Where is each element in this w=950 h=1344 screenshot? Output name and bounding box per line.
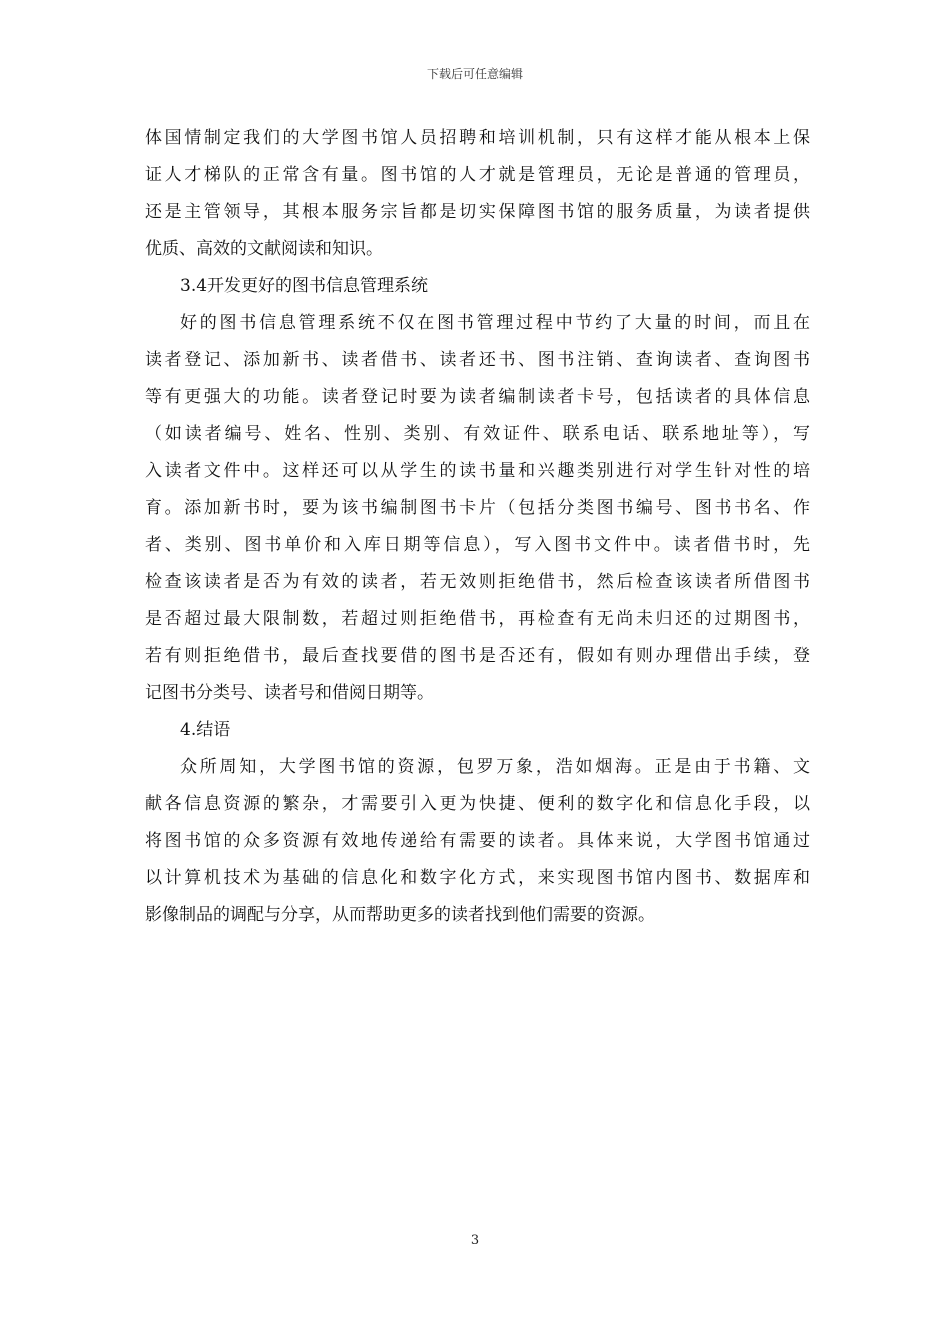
text-line: 还是主管领导，其根本服务宗旨都是切实保障图书馆的服务质量，为读者提供 bbox=[145, 202, 810, 222]
page-body bbox=[145, 120, 810, 934]
body-paragraph bbox=[145, 749, 810, 934]
text-line: 者、类别、图书单价和入库日期等信息），写入图书文件中。读者借书时，先 bbox=[145, 535, 810, 555]
text-line: 以计算机技术为基础的信息化和数字化方式，来实现图书馆内图书、数据库和 bbox=[145, 868, 810, 888]
text-line: 众所周知，大学图书馆的资源，包罗万象，浩如烟海。正是由于书籍、文 bbox=[180, 757, 810, 777]
text-line: 等有更强大的功能。读者登记时要为读者编制读者卡号，包括读者的具体信息 bbox=[145, 387, 810, 407]
text-line: 记图书分类号、读者号和借阅日期等。 bbox=[145, 683, 434, 703]
text-line: 体国情制定我们的大学图书馆人员招聘和培训机制，只有这样才能从根本上保 bbox=[145, 128, 810, 148]
page-header: 下载后可任意编辑 bbox=[426, 67, 523, 81]
section-heading: 4.结语 bbox=[180, 720, 231, 740]
text-line: 献各信息资源的繁杂，才需要引入更为快捷、便利的数字化和信息化手段，以 bbox=[145, 794, 810, 814]
section-heading: 3.4开发更好的图书信息管理系统 bbox=[180, 276, 429, 296]
text-line: 读者登记、添加新书、读者借书、读者还书、图书注销、查询读者、查询图书 bbox=[145, 350, 810, 370]
text-line: 是否超过最大限制数，若超过则拒绝借书，再检查有无尚未归还的过期图书， bbox=[145, 609, 810, 629]
text-line: 优质、高效的文献阅读和知识。 bbox=[145, 239, 383, 259]
body-paragraph bbox=[145, 305, 810, 712]
text-line: 检查该读者是否为有效的读者，若无效则拒绝借书，然后检查该读者所借图书 bbox=[145, 572, 810, 592]
text-line: 好的图书信息管理系统不仅在图书管理过程中节约了大量的时间，而且在 bbox=[180, 313, 810, 333]
text-line: 影像制品的调配与分享，从而帮助更多的读者找到他们需要的资源。 bbox=[145, 905, 655, 925]
text-line: 若有则拒绝借书，最后查找要借的图书是否还有，假如有则办理借出手续，登 bbox=[145, 646, 810, 666]
text-line: （如读者编号、姓名、性别、类别、有效证件、联系电话、联系地址等），写 bbox=[145, 424, 810, 444]
text-line: 育。添加新书时，要为该书编制图书卡片（包括分类图书编号、图书书名、作 bbox=[145, 498, 810, 518]
page-number: 3 bbox=[470, 1233, 480, 1248]
text-line: 入读者文件中。这样还可以从学生的读书量和兴趣类别进行对学生针对性的培 bbox=[145, 461, 810, 481]
body-paragraph bbox=[145, 120, 810, 268]
text-line: 证人才梯队的正常含有量。图书馆的人才就是管理员，无论是普通的管理员， bbox=[145, 165, 810, 185]
text-line: 将图书馆的众多资源有效地传递给有需要的读者。具体来说，大学图书馆通过 bbox=[145, 831, 810, 851]
